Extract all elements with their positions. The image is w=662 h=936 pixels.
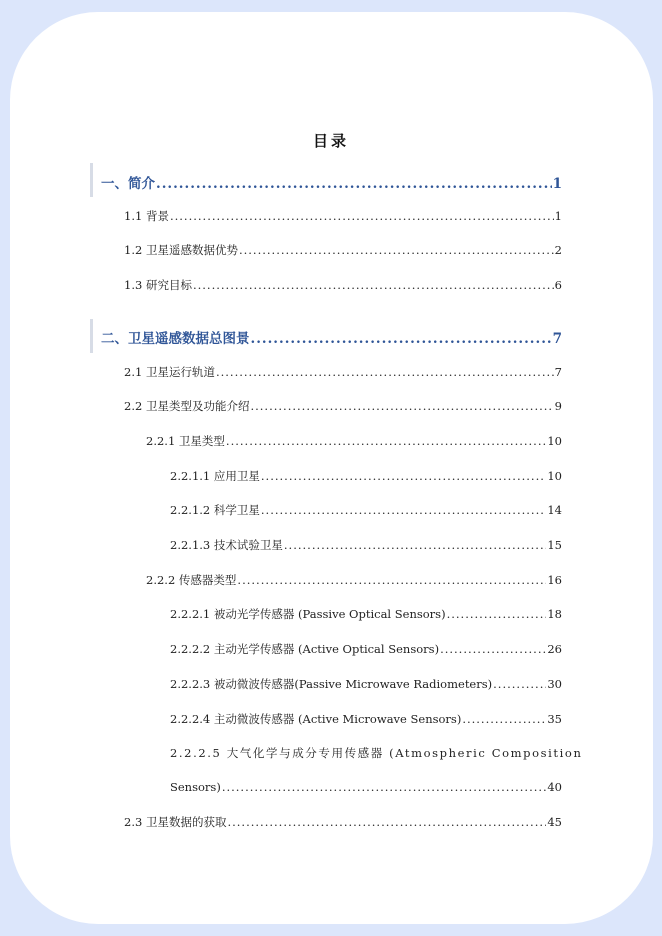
toc-page-number: 30 <box>547 677 562 691</box>
toc-leader-dots <box>227 815 546 829</box>
toc-leader-dots <box>193 278 554 292</box>
toc-leader-dots <box>156 176 552 192</box>
toc-page-number: 10 <box>547 434 562 448</box>
toc-entry-2-3[interactable] <box>124 814 562 830</box>
toc-page-number: 1 <box>552 176 562 192</box>
toc-entry-label: 一、简介 <box>101 176 155 192</box>
toc-entry-2-1[interactable] <box>124 364 562 380</box>
toc-entry-label: 1.1 背景 <box>124 209 169 223</box>
toc-entry-2-2[interactable] <box>124 398 562 414</box>
toc-entry-2-2-2-3[interactable] <box>170 676 562 692</box>
toc-entry-chapter1[interactable] <box>101 172 562 192</box>
toc-page-number: 45 <box>547 815 562 829</box>
toc-leader-dots <box>250 399 553 413</box>
toc-entry-1-3[interactable] <box>124 277 562 293</box>
toc-entry-1-1[interactable] <box>124 208 562 224</box>
toc-page-number: 18 <box>547 607 562 621</box>
toc-page-number: 14 <box>547 503 562 517</box>
toc-leader-dots <box>440 642 546 656</box>
toc-entry-1-2[interactable] <box>124 242 562 258</box>
toc-entry-label: 2.2.2 传感器类型 <box>146 573 237 587</box>
toc-title: 目录 <box>312 132 349 150</box>
toc-page-number: 6 <box>554 278 562 292</box>
toc-entry-label: 2.1 卫星运行轨道 <box>124 365 215 379</box>
chapter-marker <box>90 163 93 197</box>
toc-entry-label: 2.2.1 卫星类型 <box>146 434 225 448</box>
toc-leader-dots <box>251 331 552 347</box>
toc-entry-2-2-2-2[interactable] <box>170 641 562 657</box>
toc-leader-dots <box>239 243 554 257</box>
toc-entry-label: 1.3 研究目标 <box>124 278 192 292</box>
toc-page-number: 7 <box>552 331 562 347</box>
toc-entry-label: 2.2 卫星类型及功能介绍 <box>124 399 250 413</box>
toc-page-number: 7 <box>554 365 562 379</box>
toc-page-number: 16 <box>547 573 562 587</box>
toc-entry-2-2-2-4[interactable] <box>170 711 562 727</box>
toc-entry-2-2-2-5-line1[interactable]: 2.2.2.5 大气化学与成分专用传感器 (Atmospheric Composition <box>170 746 583 760</box>
toc-page-number: 9 <box>554 399 562 413</box>
toc-page-number: 15 <box>547 538 562 552</box>
toc-entry-chapter2[interactable] <box>101 327 562 347</box>
toc-entry-2-2-2-1[interactable] <box>170 606 562 622</box>
toc-entry-label: 2.2.2.4 主动微波传感器 (Active Microwave Sensors) <box>170 712 462 726</box>
toc-page-number: 35 <box>547 712 562 726</box>
toc-entry-2-2-1[interactable] <box>146 433 562 449</box>
toc-entry-label: 2.2.1.1 应用卫星 <box>170 469 260 483</box>
toc-entry-label: 2.2.1.3 技术试验卫星 <box>170 538 283 552</box>
toc-leader-dots <box>226 434 546 448</box>
toc-entry-label: 2.2.1.2 科学卫星 <box>170 503 260 517</box>
toc-leader-dots <box>462 712 546 726</box>
toc-entry-2-2-2-5[interactable] <box>170 780 562 794</box>
toc-entry-2-2-1-1[interactable] <box>170 468 562 484</box>
toc-leader-dots <box>493 677 546 691</box>
toc-leader-dots <box>216 365 554 379</box>
toc-page-number: 10 <box>547 469 562 483</box>
toc-leader-dots <box>261 469 546 483</box>
toc-entry-label: 1.2 卫星遥感数据优势 <box>124 243 238 257</box>
toc-entry-2-2-2[interactable] <box>146 572 562 588</box>
chapter-marker <box>90 319 93 353</box>
toc-leader-dots <box>170 209 554 223</box>
toc-entry-label: 2.3 卫星数据的获取 <box>124 815 227 829</box>
toc-page-number: 2 <box>554 243 562 257</box>
toc-leader-dots <box>261 503 546 517</box>
toc-entry-2-2-1-3[interactable] <box>170 537 562 553</box>
toc-page-number: 40 <box>547 780 562 794</box>
toc-leader-dots <box>237 573 546 587</box>
toc-entry-label: Sensors) <box>170 780 221 794</box>
toc-entry-label: 二、卫星遥感数据总图景 <box>101 331 250 347</box>
toc-leader-dots <box>222 780 547 794</box>
toc-entry-label: 2.2.2.2 主动光学传感器 (Active Optical Sensors) <box>170 642 440 656</box>
toc-entry-label: 2.2.2.3 被动微波传感器(Passive Microwave Radiometers) <box>170 677 493 691</box>
toc-leader-dots <box>447 607 547 621</box>
toc-leader-dots <box>284 538 546 552</box>
toc-page-number: 1 <box>554 209 562 223</box>
toc-entry-2-2-1-2[interactable] <box>170 502 562 518</box>
toc-page-number: 26 <box>547 642 562 656</box>
toc-entry-label: 2.2.2.1 被动光学传感器 (Passive Optical Sensors) <box>170 607 446 621</box>
